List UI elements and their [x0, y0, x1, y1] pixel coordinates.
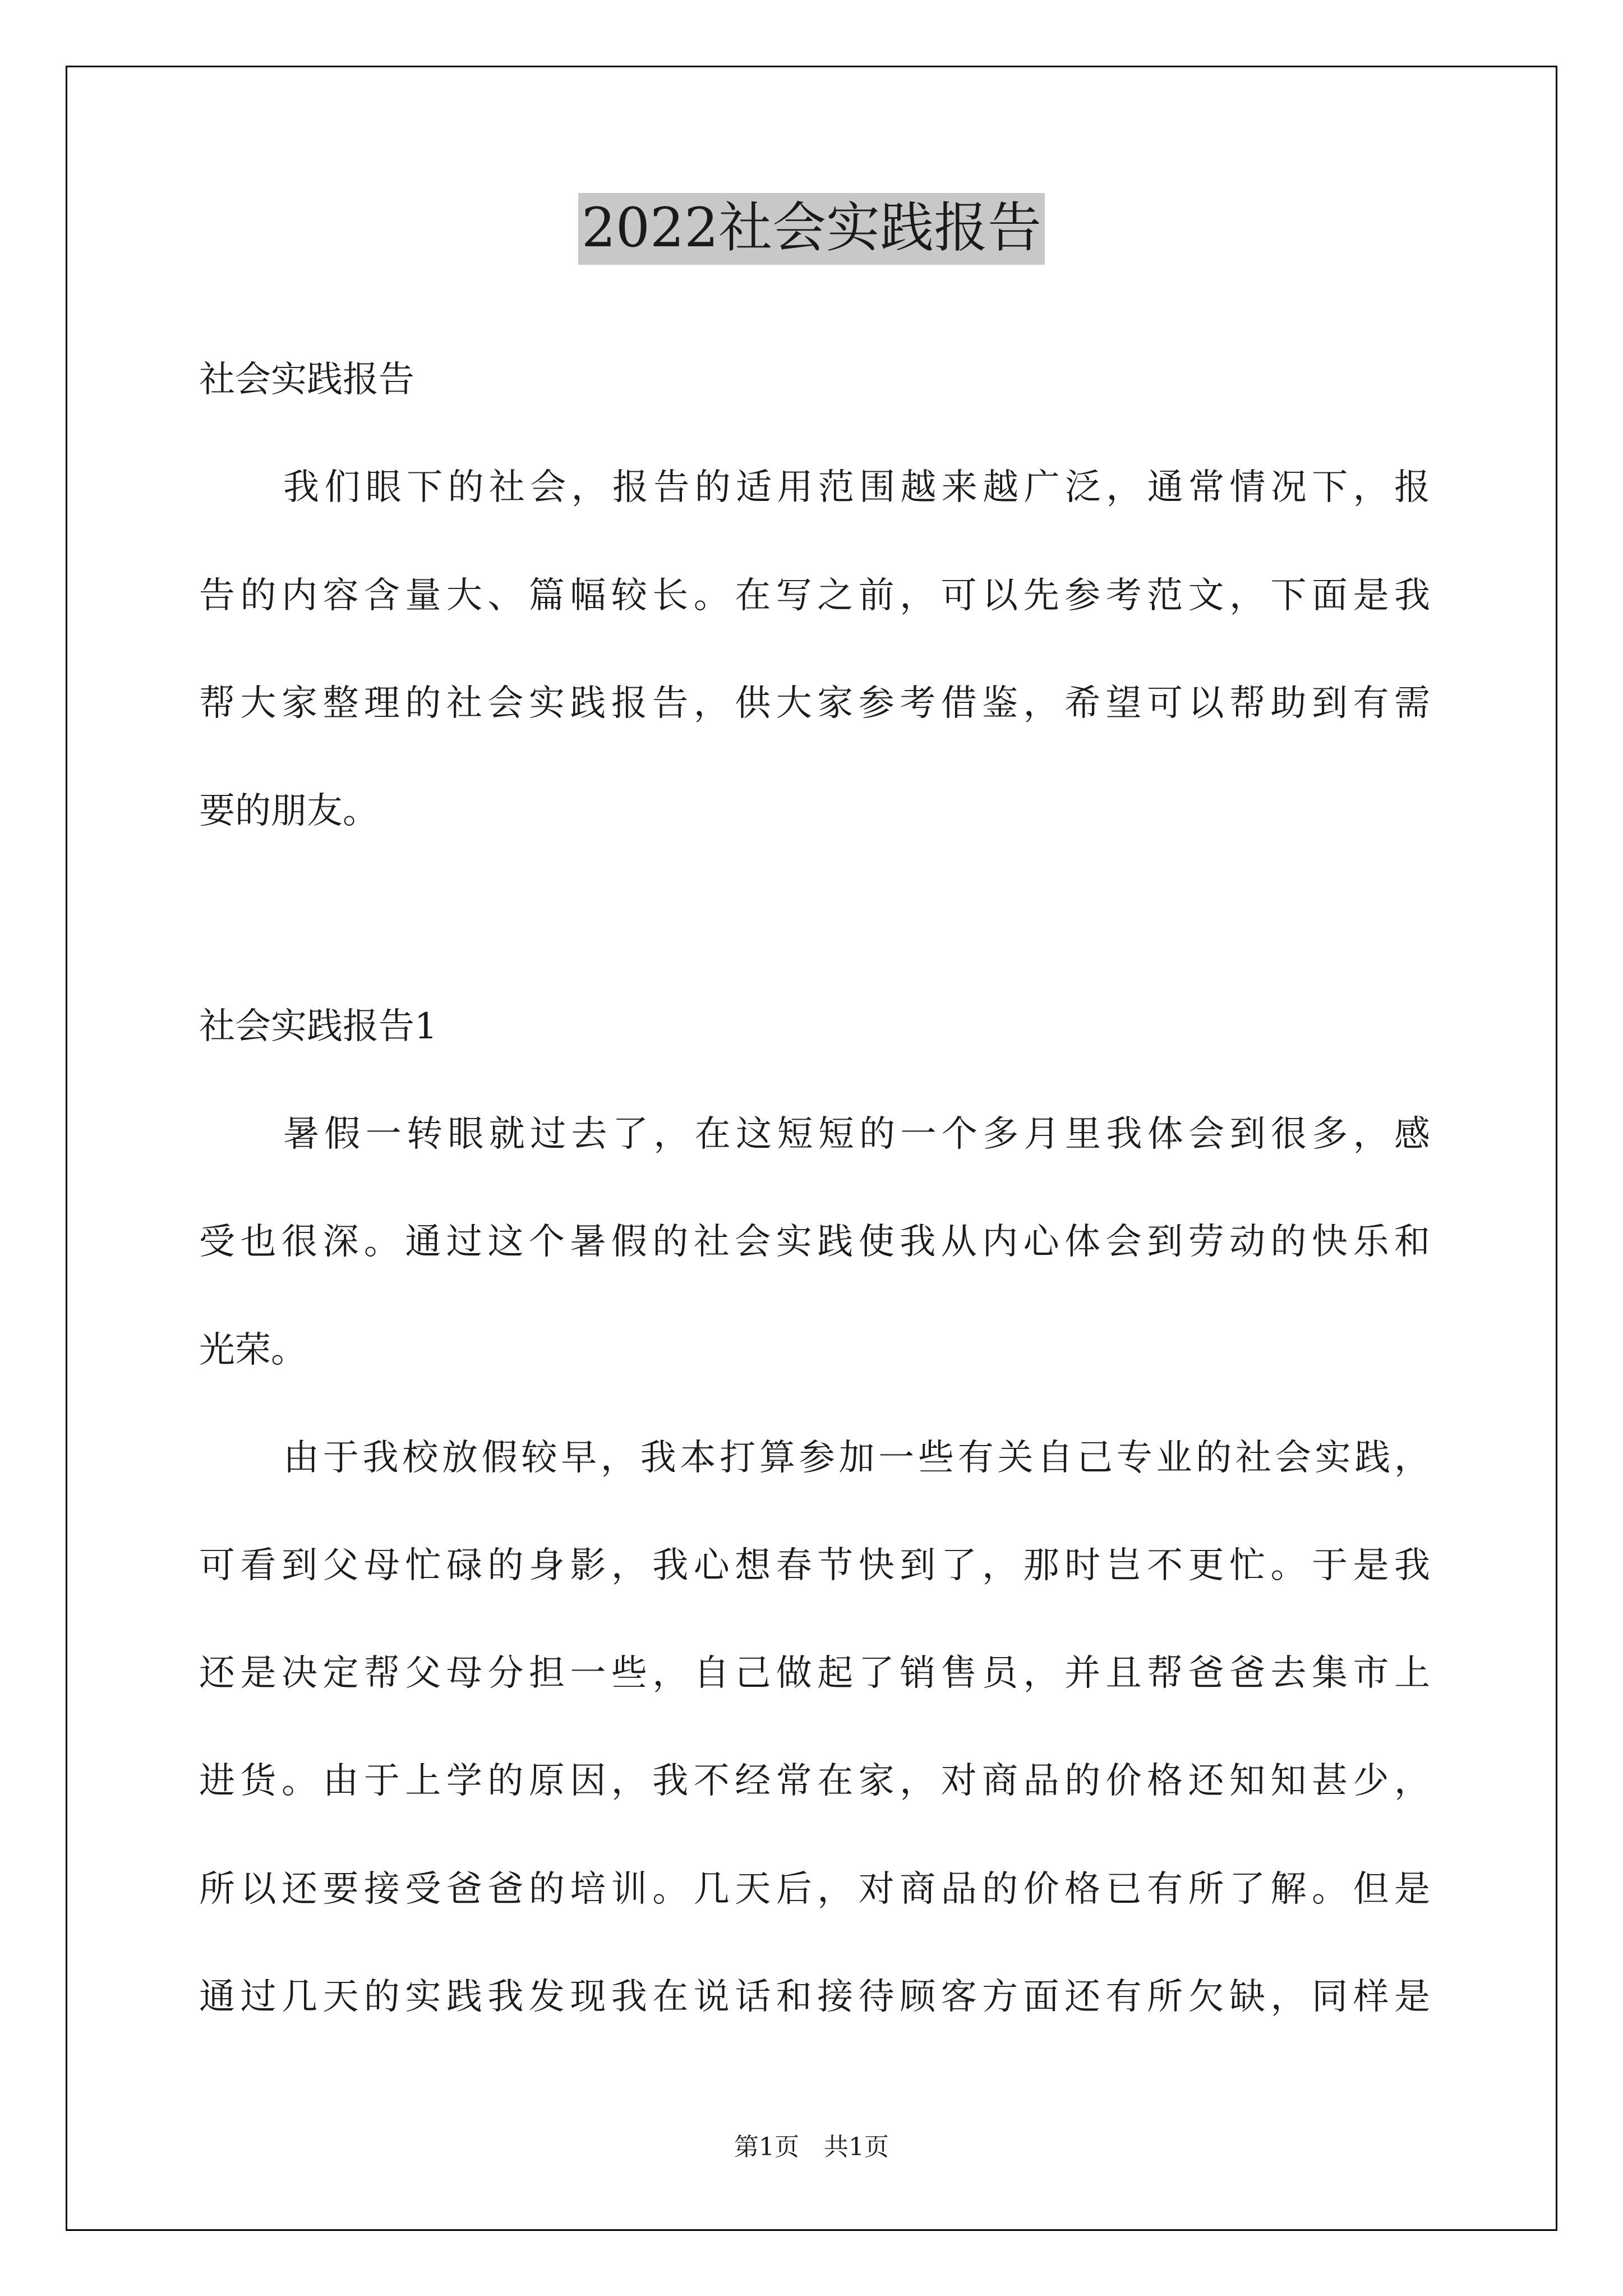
para2-line-2: 可看到父母忙碌的身影，我心想春节快到了，那时岂不更忙。于是我	[199, 1545, 1430, 1586]
para2-line-3: 还是决定帮父母分担一些，自己做起了销售员，并且帮爸爸去集市上	[199, 1653, 1430, 1694]
para2-line-6: 通过几天的实践我发现我在说话和接待顾客方面还有所欠缺，同样是	[199, 1976, 1430, 2018]
intro-line-1: 我们眼下的社会，报告的适用范围越来越广泛，通常情况下，报	[283, 467, 1430, 508]
para1-line-2: 受也很深。通过这个暑假的社会实践使我从内心体会到劳动的快乐和	[199, 1221, 1430, 1263]
para1-line-3: 光荣。	[199, 1329, 307, 1371]
intro-line-2: 告的内容含量大、篇幅较长。在写之前，可以先参考范文，下面是我	[199, 575, 1430, 616]
document-title: 2022社会实践报告	[0, 201, 1623, 255]
section-heading: 社会实践报告1	[199, 1006, 437, 1047]
para2-line-1: 由于我校放假较早，我本打算参加一些有关自己专业的社会实践，	[283, 1437, 1430, 1479]
page-footer: 第1页 共1页	[734, 2133, 889, 2161]
para2-line-5: 所以还要接受爸爸的培训。几天后，对商品的价格已有所了解。但是	[199, 1869, 1430, 1910]
para1-line-1: 暑假一转眼就过去了，在这短短的一个多月里我体会到很多，感	[283, 1114, 1430, 1155]
intro-line-4: 要的朋友。	[199, 790, 379, 832]
intro-line-3: 帮大家整理的社会实践报告，供大家参考借鉴，希望可以帮助到有需	[199, 683, 1430, 724]
intro-heading: 社会实践报告	[199, 359, 414, 401]
para2-line-4: 进货。由于上学的原因，我不经常在家，对商品的价格还知知甚少，	[199, 1760, 1430, 1802]
